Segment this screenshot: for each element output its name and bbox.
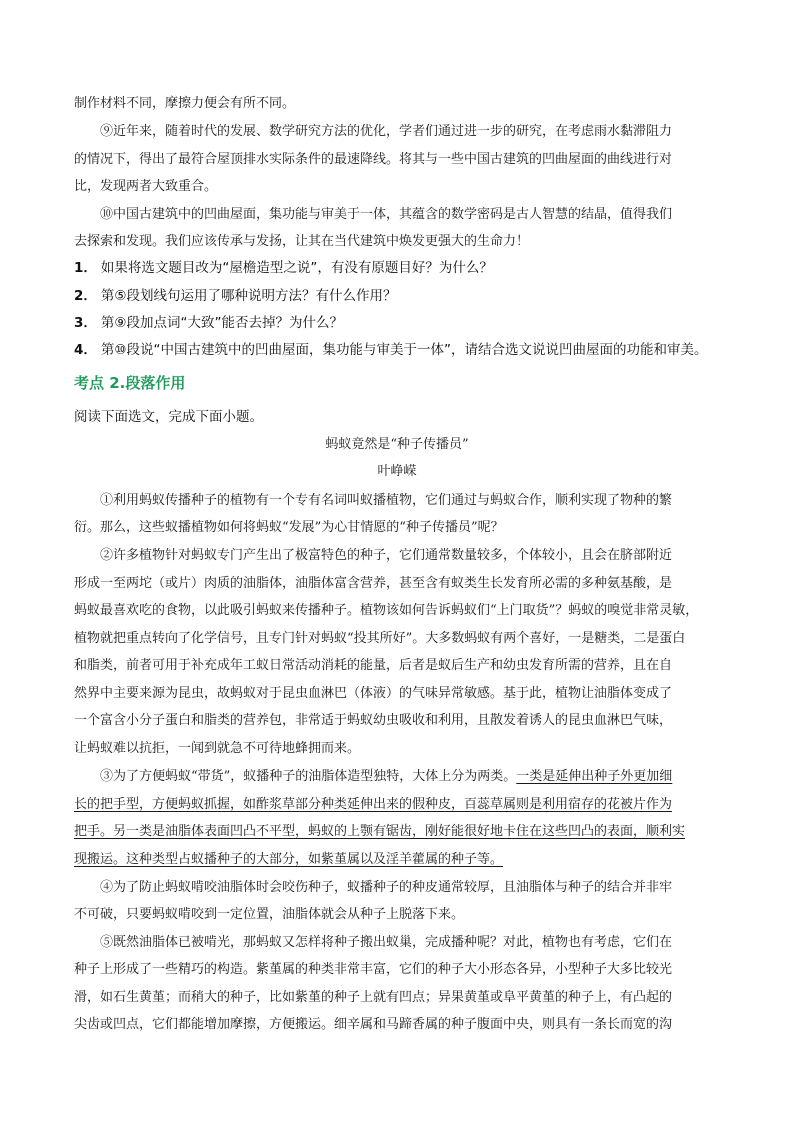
body-line — [74, 796, 724, 814]
body-line: 衍。那么，这些蚁播植物如何将蚂蚁“发展”为心甘情愿的“种子传播员”呢？ — [74, 520, 504, 535]
body-line: 种子上形成了一些精巧的构造。紫堇属的种类非常丰富，它们的种子大小形态各异，小型种子大多比较光 — [74, 962, 673, 977]
body-line: 一个富含小分子蛋白和脂类的营养包，非常适于蚂蚁幼虫吸收和利用，且散发着诱人的昆虫血淋巴气味， — [74, 713, 673, 728]
question-4 — [74, 341, 734, 359]
body-line: 制作材料不同，摩擦力便会有所不同。 — [74, 96, 296, 111]
body-line — [74, 851, 724, 869]
body-line — [100, 768, 724, 786]
instruction: 阅读下面选文，完成下面小题。 — [74, 409, 263, 425]
underlined-segment: 把手。另一类是油脂体表面凹凸不平型，蚂蚁的上颚有锯齿，刚好能很好地卡住在这些凹凸的表面，顺利实 — [74, 824, 686, 839]
question-number: 2． — [74, 288, 97, 304]
question-text: 如果将选文题目改为“屋檐造型之说”，有没有原题目好？为什么？ — [100, 260, 493, 276]
underlined-segment: 一类是延伸出种子外更加细 — [516, 769, 673, 784]
body-line: 形成一至两坨（或片）肉质的油脂体，油脂体富含营养，甚至含有蚁类生长发育所必需的多种氨基酸，是 — [74, 576, 673, 591]
question-3 — [74, 314, 734, 332]
plain-segment: ③为了方便蚂蚁“带货”，蚁播种子的油脂体造型独特，大体上分为两类。 — [100, 769, 517, 784]
article-author: 叶峥嵘 — [377, 464, 417, 479]
body-line: ②许多植物针对蚂蚁专门产生出了极富特色的种子，它们通常数量较多，个体较小，且会在脐部附近 — [100, 548, 673, 563]
body-line: 蚂蚁最喜欢吃的食物，以此吸引蚂蚁来传播种子。植物该如何告诉蚂蚁们“上门取货”？蚂蚁的嗅觉非常灵敏， — [74, 603, 699, 618]
question-number: 4． — [74, 342, 97, 358]
body-line: 不可破，只要蚂蚁啃咬到一定位置，油脂体就会从种子上脱落下来。 — [74, 907, 465, 922]
body-line: 然界中主要来源为昆虫，故蚂蚁对于昆虫血淋巴（体液）的气味异常敏感。基于此，植物让油脂体变成了 — [74, 686, 673, 701]
question-number: 1． — [74, 260, 97, 276]
article-title: 蚂蚁竟然是“种子传播员” — [325, 437, 469, 452]
body-line: 滑，如石生黄堇；而稍大的种子，比如紫堇的种子上就有凹点；异果黄堇或阜平黄堇的种子上，有凸起的 — [74, 990, 673, 1005]
body-line: ⑤既然油脂体已被啃光，那蚂蚁又怎样将种子搬出蚁巢，完成播种呢？对此，植物也有考虑，它们在 — [100, 935, 673, 950]
body-line: 植物就把重点转向了化学信号，且专门针对蚂蚁“投其所好”。大多数蚂蚁有两个喜好，一是糖类，二是蛋白 — [74, 631, 686, 646]
body-line: 和脂类，前者可用于补充成年工蚁日常活动消耗的能量，后者是蚁后生产和幼虫发育所需的营养，且在自 — [74, 658, 673, 673]
body-line: 比，发现两者大致重合。 — [74, 179, 218, 194]
body-line: ⑨近年来，随着时代的发展、数学研究方法的优化，学者们通过进一步的研究，在考虑雨水黏滞阻力 — [100, 124, 673, 139]
body-line: ①利用蚂蚁传播种子的植物有一个专有名词叫蚁播植物，它们通过与蚂蚁合作，顺利实现了物种的繁 — [100, 493, 673, 508]
question-number: 3． — [74, 315, 97, 331]
question-1 — [74, 259, 734, 277]
question-text: 第⑩段说“中国古建筑中的凹曲屋面，集功能与审美于一体”，请结合选文说说凹曲屋面的功能和审美。 — [100, 342, 708, 358]
body-line — [74, 823, 724, 841]
question-text: 第⑨段加点词“大致”能否去掉？为什么？ — [100, 315, 343, 331]
body-line: ⑩中国古建筑中的凹曲屋面，集功能与审美于一体，其蕴含的数学密码是古人智慧的结晶，值得我们 — [100, 207, 673, 222]
underlined-segment: 现搬运。这种类型占蚁播种子的大部分，如紫堇属以及淫羊藿属的种子等。 — [74, 852, 504, 867]
body-line: 去探索和发现。我们应该传承与发扬，让其在当代建筑中焕发更强大的生命力！ — [74, 234, 530, 249]
question-text: 第⑤段划线句运用了哪种说明方法？有什么作用？ — [100, 288, 397, 304]
section-heading: 考点 2.段落作用 — [74, 374, 186, 392]
question-2 — [74, 287, 734, 305]
body-line: 让蚂蚁难以抗拒，一闻到就急不可待地蜂拥而来。 — [74, 741, 361, 756]
underlined-segment: 长的把手型，方便蚂蚁抓握，如酢浆草部分种类延伸出来的假种皮，百蕊草属则是利用宿存的花被片作为 — [74, 797, 673, 812]
body-line: 的情况下，得出了最符合屋顶排水实际条件的最速降线。将其与一些中国古建筑的凹曲屋面的曲线进行对 — [74, 152, 673, 167]
body-line: 尖齿或凹点，它们都能增加摩擦，方便搬运。细辛属和马蹄香属的种子腹面中央，则具有一条长而宽的沟 — [74, 1017, 673, 1032]
body-line: ④为了防止蚂蚁啃咬油脂体时会咬伤种子，蚁播种子的种皮通常较厚，且油脂体与种子的结合并非牢 — [100, 880, 673, 895]
